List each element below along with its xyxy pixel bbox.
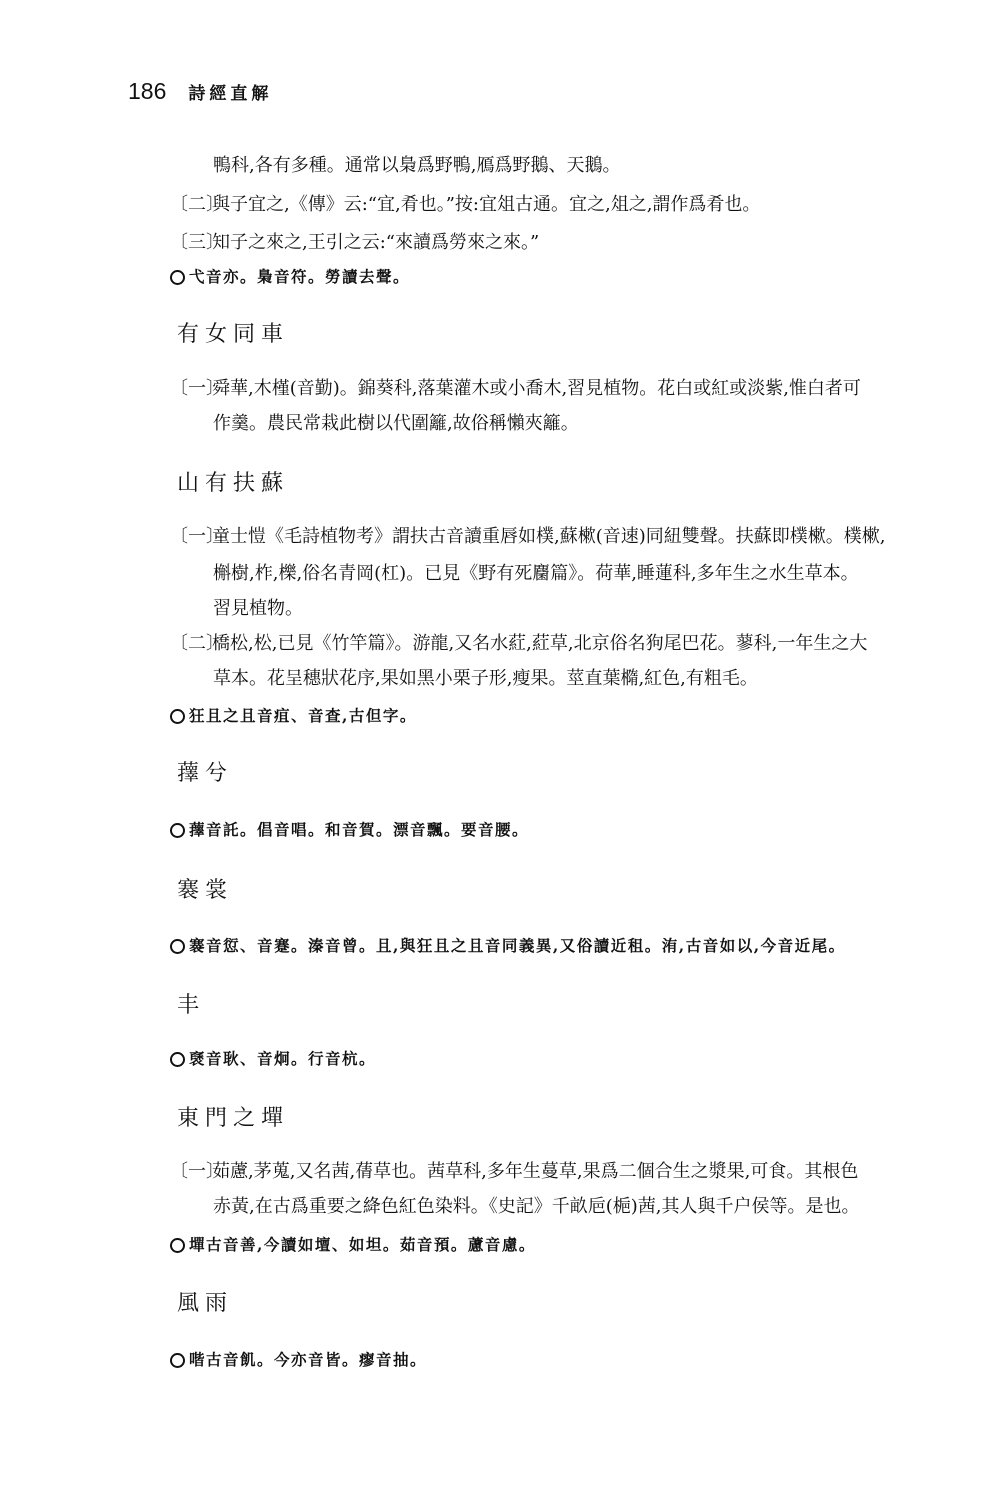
note-marker: 〔三〕 [170,232,224,253]
note-item [170,524,886,550]
note-text: 童士愷《毛詩植物考》謂扶古音讀重唇如樸,蘇樕(音速)同紐雙聲。扶蘇即樸樕。樸樕, [212,526,886,547]
pronunciation-note [170,1047,376,1069]
pronunciation-note [170,818,529,840]
pronunciation-note [170,934,846,956]
pronunciation-text: 墠古音善,今讀如壇、如坦。茹音預。藘音慮。 [189,1235,536,1254]
pronunciation-note [170,265,410,287]
pronunciation-text: 褰音愆、音蹇。溱音曾。且,與狂且之且音同義異,又俗讀近租。洧,古音如以,今音近尾。 [189,936,846,955]
note-text: 橋松,松,已見《竹竿篇》。游龍,又名水葒,葒草,北京俗名狗尾巴花。蓼科,一年生之大 [212,633,868,654]
note-marker: 〔二〕 [170,194,224,215]
section-title: 有女同車 [177,322,290,347]
pronunciation-text: 狂且之且音疽、音查,古但字。 [189,706,417,725]
section-title: 丰 [177,993,206,1018]
section-title: 東門之墠 [177,1106,290,1131]
section-title: 蘀兮 [177,761,234,786]
running-title: 詩經直解 [188,84,273,104]
note-item [170,376,861,402]
pronunciation-text: 蘀音託。倡音唱。和音賀。漂音飄。要音腰。 [189,820,530,839]
note-item [170,230,539,256]
circle-mark-icon [170,1052,185,1067]
section-title: 風雨 [177,1291,234,1316]
circle-mark-icon [170,1353,185,1368]
note-text: 舜華,木槿(音勤)。錦葵科,落葉灌木或小喬木,習見植物。花白或紅或淡紫,惟白者可 [212,378,861,399]
note-continuation: 槲樹,柞,櫟,俗名青岡(杠)。已見《野有死麕篇》。荷華,睡蓮科,多年生之水生草本。 [213,563,859,584]
section-title: 褰裳 [177,878,234,903]
pronunciation-text: 弋音亦。梟音符。勞讀去聲。 [189,267,411,286]
pronunciation-note [170,704,417,726]
circle-mark-icon [170,709,185,724]
section-title: 山有扶蘇 [177,471,290,496]
note-item [170,192,760,218]
pronunciation-text: 褎音耿、音炯。行音杭。 [189,1049,377,1068]
note-marker: 〔一〕 [170,378,224,399]
note-text: 與子宜之,《傳》云:“宜,肴也。”按:宜俎古通。宜之,俎之,謂作爲肴也。 [212,194,761,215]
note-continuation: 作羹。農民常栽此樹以代圍籬,故俗稱懶夾籬。 [213,413,579,434]
pronunciation-text: 喈古音飢。今亦音皆。瘳音抽。 [189,1350,428,1369]
note-marker: 〔一〕 [170,1161,224,1182]
circle-mark-icon [170,939,185,954]
pronunciation-note [170,1233,536,1255]
pronunciation-note [170,1348,427,1370]
page-header [128,78,272,105]
page-number: 186 [128,78,167,104]
note-marker: 〔一〕 [170,526,224,547]
note-continuation: 草本。花呈穗狀花序,果如黑小栗子形,瘦果。莖直葉橢,紅色,有粗毛。 [213,668,758,689]
note-text: 茹藘,茅蒐,又名茜,蒨草也。茜草科,多年生蔓草,果爲二個合生之漿果,可食。其根色 [212,1161,859,1182]
circle-mark-icon [170,1238,185,1253]
note-continuation: 習見植物。 [213,598,303,619]
note-item [170,1159,858,1185]
note-item [170,631,867,657]
circle-mark-icon [170,823,185,838]
note-continuation: 鴨科,各有多種。通常以梟爲野鴨,鴈爲野鵝、天鵝。 [213,155,621,176]
note-text: 知子之來之,王引之云:“來讀爲勞來之來。” [212,232,540,253]
note-continuation: 赤黃,在古爲重要之絳色紅色染料。《史記》千畝巵(梔)茜,其人與千户侯等。是也。 [213,1196,860,1217]
note-marker: 〔二〕 [170,633,224,654]
circle-mark-icon [170,270,185,285]
